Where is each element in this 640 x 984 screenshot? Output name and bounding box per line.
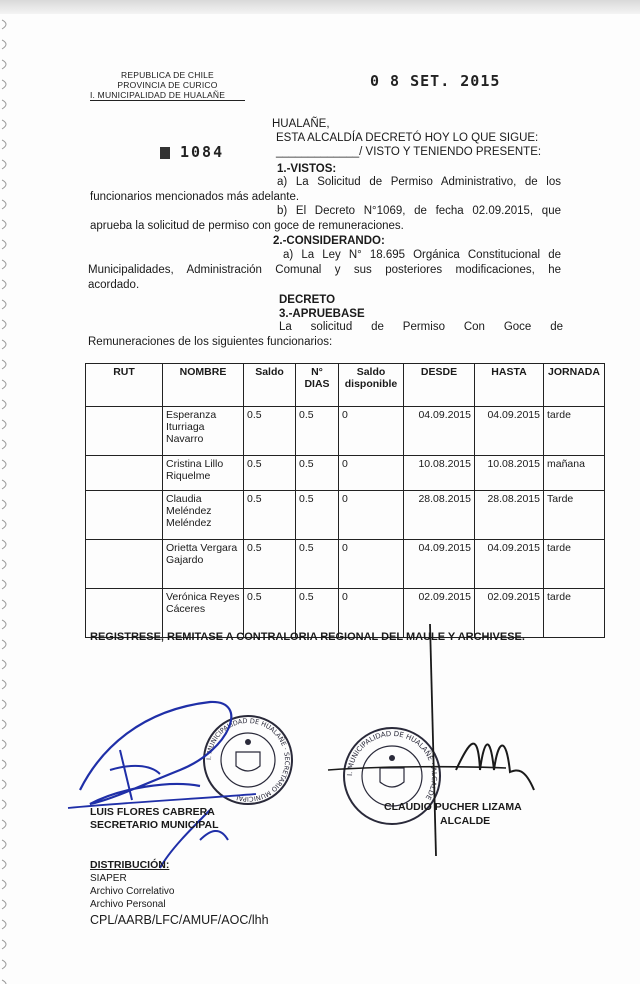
distribucion-item: Archivo Correlativo xyxy=(90,886,175,897)
binder-hole xyxy=(2,220,6,229)
cell-dias: 0.5 xyxy=(296,589,339,638)
binder-hole xyxy=(2,680,6,689)
binder-hole xyxy=(2,260,6,269)
binder-hole xyxy=(2,240,6,249)
binder-hole xyxy=(2,800,6,809)
cell-nombre: Orietta Vergara Gajardo xyxy=(163,540,244,589)
table-header-row xyxy=(86,364,605,407)
cell-saldo-disponible: 0 xyxy=(339,589,404,638)
cell-nombre: Claudia Meléndez Meléndez xyxy=(163,491,244,540)
binder-hole xyxy=(2,920,6,929)
considerando-title: 2.-CONSIDERANDO: xyxy=(273,235,385,247)
binder-hole xyxy=(2,820,6,829)
binder-hole xyxy=(2,80,6,89)
cell-saldo-disponible: 0 xyxy=(339,540,404,589)
considerando-a-line3: acordado. xyxy=(88,279,140,291)
cell-hasta: 02.09.2015 xyxy=(475,589,544,638)
decreto-line1: La solicitud de Permiso Con Goce de xyxy=(279,321,563,333)
cell-dias: 0.5 xyxy=(296,491,339,540)
binder-hole xyxy=(2,320,6,329)
binder-hole xyxy=(2,960,6,969)
binder-hole xyxy=(2,700,6,709)
binder-hole xyxy=(2,740,6,749)
binder-hole xyxy=(2,400,6,409)
table-row xyxy=(86,407,605,456)
binder-hole xyxy=(2,540,6,549)
binder-hole xyxy=(2,160,6,169)
binder-hole xyxy=(2,200,6,209)
binder-hole xyxy=(2,560,6,569)
decreto-subtitle: 3.-APRUEBASE xyxy=(279,308,365,320)
binder-hole xyxy=(2,420,6,429)
decreto-line2: Remuneraciones de los siguientes funcionarios: xyxy=(88,336,333,348)
binder-hole xyxy=(2,860,6,869)
letterhead-line-1: REPUBLICA DE CHILE xyxy=(121,70,214,80)
binder-hole xyxy=(2,340,6,349)
table-row xyxy=(86,540,605,589)
table-row xyxy=(86,491,605,540)
binder-hole xyxy=(2,780,6,789)
binder-hole xyxy=(2,180,6,189)
cell-hasta: 04.09.2015 xyxy=(475,407,544,456)
seal-left-text: I. MUNICIPALIDAD DE HUALAÑE · SECRETARIO MUNICIPAL xyxy=(204,716,292,804)
header-desde: DESDE xyxy=(404,364,475,407)
header-rut: RUT xyxy=(86,364,163,407)
cell-jornada: tarde xyxy=(544,540,605,589)
binder-hole xyxy=(2,940,6,949)
cell-dias: 0.5 xyxy=(296,540,339,589)
letterhead-line-3: I. MUNICIPALIDAD DE HUALAÑE xyxy=(90,90,245,101)
cell-saldo-disponible: 0 xyxy=(339,456,404,491)
cell-nombre: Cristina Lillo Riquelme xyxy=(163,456,244,491)
date-stamp: 0 8 SET. 2015 xyxy=(370,72,501,90)
signer-right-name: CLAUDIO PUCHER LIZAMA xyxy=(384,801,522,813)
signature-secretario xyxy=(60,690,260,870)
cell-nombre: Verónica Reyes Cáceres xyxy=(163,589,244,638)
binder-hole xyxy=(2,480,6,489)
cell-dias: 0.5 xyxy=(296,407,339,456)
alcaldia-line: ESTA ALCALDÍA DECRETÓ HOY LO QUE SIGUE: xyxy=(276,132,539,144)
seal-right-text: I. MUNICIPALIDAD DE HUALAÑE · ALCALDE xyxy=(345,729,439,802)
visto-line: _____________/ VISTO Y TENIENDO PRESENTE: xyxy=(276,146,542,158)
vistos-b-line2: aprueba la solicitud de permiso con goce de remuneraciones. xyxy=(90,220,404,232)
binder-hole xyxy=(2,620,6,629)
signer-right-title: ALCALDE xyxy=(440,815,491,827)
registrese-line: REGISTRESE, REMITASE A CONTRALORIA REGIONAL DEL MAULE Y ARCHIVESE. xyxy=(90,631,525,643)
binder-hole xyxy=(2,460,6,469)
cell-desde: 10.08.2015 xyxy=(404,456,475,491)
header-saldo-disponible: Saldo disponible xyxy=(339,364,404,407)
binder-hole xyxy=(2,300,6,309)
cell-jornada: tarde xyxy=(544,589,605,638)
decreto-title: DECRETO xyxy=(279,294,336,306)
signature-alcalde xyxy=(320,620,550,860)
signer-left-name: LUIS FLORES CABRERA xyxy=(90,806,215,818)
cell-saldo: 0.5 xyxy=(244,589,296,638)
city-line: HUALAÑE, xyxy=(272,118,330,130)
binder-hole xyxy=(2,640,6,649)
binder-hole xyxy=(2,880,6,889)
letterhead-line-2: PROVINCIA DE CURICO xyxy=(117,80,218,90)
distribucion-initials: CPL/AARB/LFC/AMUF/AOC/lhh xyxy=(90,913,269,927)
binder-hole xyxy=(2,360,6,369)
binder-hole xyxy=(2,140,6,149)
scan-top-edge xyxy=(0,0,640,14)
distribucion-item: SIAPER xyxy=(90,873,127,884)
cell-dias: 0.5 xyxy=(296,456,339,491)
cell-rut xyxy=(86,407,163,456)
vistos-b-line1: b) El Decreto N°1069, de fecha 02.09.2015, que xyxy=(277,205,561,217)
binder-hole xyxy=(2,520,6,529)
vistos-a-line1: a) La Solicitud de Permiso Administrativo, de los xyxy=(277,176,561,188)
cell-desde: 28.08.2015 xyxy=(404,491,475,540)
cell-hasta: 28.08.2015 xyxy=(475,491,544,540)
cell-saldo: 0.5 xyxy=(244,407,296,456)
binder-hole xyxy=(2,600,6,609)
binder-hole xyxy=(2,280,6,289)
considerando-a-line1: a) La Ley N° 18.695 Orgánica Constitucional de xyxy=(283,249,561,261)
decree-number-stamp xyxy=(160,143,224,162)
binder-hole xyxy=(2,720,6,729)
cell-hasta: 10.08.2015 xyxy=(475,456,544,491)
signer-left-title: SECRETARIO MUNICIPAL xyxy=(90,819,219,831)
binder-hole xyxy=(2,380,6,389)
cell-nombre: Esperanza Iturriaga Navarro xyxy=(163,407,244,456)
vistos-title: 1.-VISTOS: xyxy=(277,163,337,175)
binder-hole xyxy=(2,440,6,449)
binder-holes xyxy=(0,0,14,984)
cell-saldo-disponible: 0 xyxy=(339,491,404,540)
binder-hole xyxy=(2,900,6,909)
binder-hole xyxy=(2,20,6,29)
stamp-mark-icon xyxy=(160,147,170,159)
header-saldo: Saldo xyxy=(244,364,296,407)
cell-hasta: 04.09.2015 xyxy=(475,540,544,589)
distribucion-title: DISTRIBUCIÓN: xyxy=(90,859,170,871)
cell-desde: 04.09.2015 xyxy=(404,407,475,456)
binder-hole xyxy=(2,760,6,769)
vistos-a-line2: funcionarios mencionados más adelante. xyxy=(90,191,300,203)
cell-jornada: Tarde xyxy=(544,491,605,540)
cell-desde: 04.09.2015 xyxy=(404,540,475,589)
cell-rut xyxy=(86,540,163,589)
funcionarios-table xyxy=(85,363,605,638)
binder-hole xyxy=(2,660,6,669)
header-dias: N° DIAS xyxy=(296,364,339,407)
binder-hole xyxy=(2,40,6,49)
binder-hole xyxy=(2,840,6,849)
binder-hole xyxy=(2,580,6,589)
binder-hole xyxy=(2,120,6,129)
binder-hole xyxy=(2,980,6,984)
header-jornada: JORNADA xyxy=(544,364,605,407)
table-row xyxy=(86,456,605,491)
cell-jornada: tarde xyxy=(544,407,605,456)
cell-rut xyxy=(86,456,163,491)
considerando-a-line2: Municipalidades, Administración Comunal y sus posteriores modificaciones, he xyxy=(88,264,561,276)
cell-saldo: 0.5 xyxy=(244,456,296,491)
header-hasta: HASTA xyxy=(475,364,544,407)
decree-number: 1084 xyxy=(180,143,225,161)
header-nombre: NOMBRE xyxy=(163,364,244,407)
cell-jornada: mañana xyxy=(544,456,605,491)
letterhead xyxy=(90,70,245,101)
binder-hole xyxy=(2,60,6,69)
cell-saldo: 0.5 xyxy=(244,491,296,540)
binder-hole xyxy=(2,100,6,109)
cell-rut xyxy=(86,491,163,540)
cell-saldo: 0.5 xyxy=(244,540,296,589)
cell-desde: 02.09.2015 xyxy=(404,589,475,638)
binder-hole xyxy=(2,500,6,509)
cell-saldo-disponible: 0 xyxy=(339,407,404,456)
distribucion-item: Archivo Personal xyxy=(90,899,166,910)
